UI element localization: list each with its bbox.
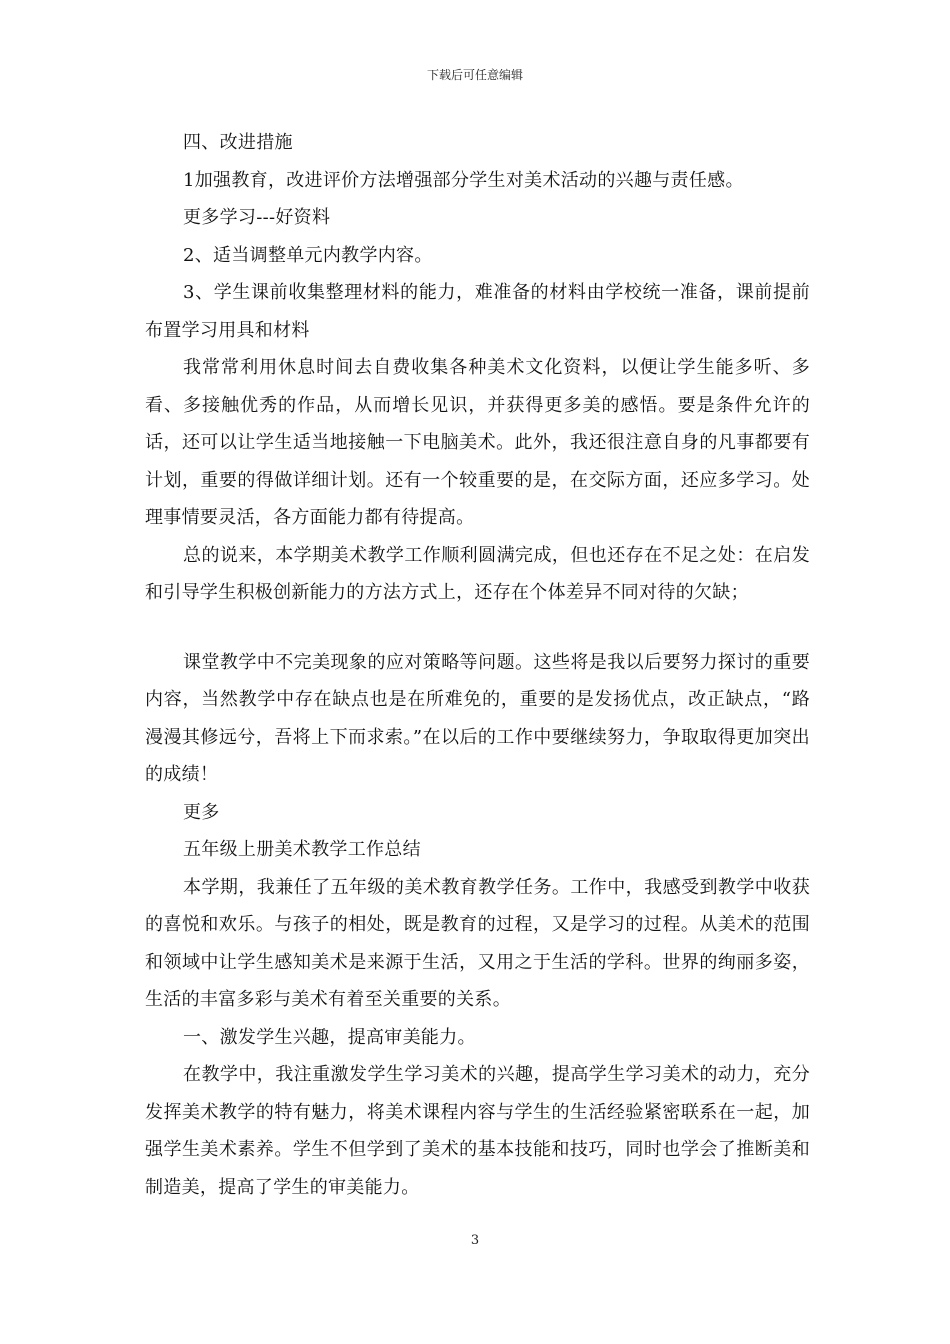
- page-number: 3: [470, 1233, 480, 1248]
- paragraph: 2、适当调整单元内教学内容。: [183, 244, 433, 266]
- paragraph: 本学期，我兼任了五年级的美术教育教学任务。工作中，我感受到教学中收获的喜悦和欢乐。与孩子的相处，既是教育的过程，又是学习的过程。从美术的范围和领域中让学生感知美术是来源于生活，又用之于生活的学科。世界的绚丽多姿，生活的丰富多彩与美术有着至关重要的关系。: [145, 876, 810, 1010]
- page-header: 下载后可任意编辑: [426, 68, 523, 82]
- blank-gap: [145, 612, 810, 644]
- paragraph: 更多学习---好资料: [183, 207, 331, 228]
- paragraph: 1加强教育，改进评价方法增强部分学生对美术活动的兴趣与责任感。: [183, 169, 744, 191]
- paragraph: 更多: [183, 801, 220, 823]
- section-heading: 一、激发学生兴趣，提高审美能力。: [183, 1026, 476, 1048]
- paragraph: 我常常利用休息时间去自费收集各种美术文化资料，以便让学生能多听、多看、多接触优秀的作品，从而增长见识，并获得更多美的感悟。要是条件允许的话，还可以让学生适当地接触一下电脑美术。此外，我还很注意自身的凡事都要有计划，重要的得做详细计划。还有一个较重要的是，在交际方面，还应多学习。处理事情要灵活，各方面能力都有待提高。: [145, 357, 810, 528]
- section-title: 五年级上册美术教学工作总结: [183, 839, 421, 860]
- section-heading: 四、改进措施: [183, 132, 293, 153]
- paragraph: 课堂教学中不完美现象的应对策略等问题。这些将是我以后要努力探讨的重要内容，当然教学中存在缺点也是在所难免的，重要的是发扬优点，改正缺点，“路漫漫其修远兮，吾将上下而求索。”在以后的工作中要继续努力，争取取得更加突出的成绩！: [145, 651, 810, 785]
- paragraph: 总的说来，本学期美术教学工作顺利圆满完成，但也还存在不足之处：在启发和引导学生积极创新能力的方法方式上，还存在个体差异不同对待的欠缺；: [145, 544, 810, 603]
- paragraph: 在教学中，我注重激发学生学习美术的兴趣，提高学生学习美术的动力，充分发挥美术教学的特有魅力，将美术课程内容与学生的生活经验紧密联系在一起，加强学生美术素养。学生不但学到了美术的基本技能和技巧，同时也学会了推断美和制造美，提高了学生的审美能力。: [145, 1064, 810, 1198]
- paragraph: 3、学生课前收集整理材料的能力，难准备的材料由学校统一准备，课前提前布置学习用具和材料: [145, 282, 810, 341]
- document-body: [145, 124, 810, 1206]
